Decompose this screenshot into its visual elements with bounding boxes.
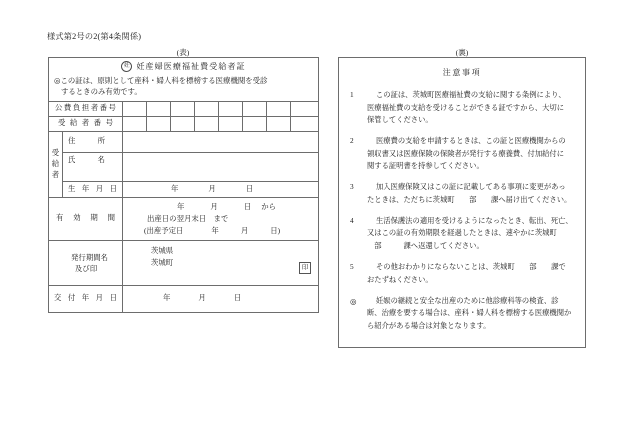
public-expense-number-label: 公 費 負 担 者 番 号	[55, 103, 116, 113]
note-item-3	[350, 181, 574, 206]
birthdate-label-cell	[63, 181, 123, 197]
note-1-line-2: 医療福祉費の支給を受けることができる証ですから、大切に	[367, 102, 565, 112]
note-body-5	[367, 261, 574, 286]
validity-due-date-line	[131, 225, 312, 237]
note-5-line-1: その他おわかりにならないことは、茨城町 部 課で	[376, 262, 566, 272]
note-body-2	[367, 135, 574, 173]
note-3-line-1: 加入医療保険又はこの証に記載してある事項に変更があっ	[376, 182, 566, 192]
validity-due-prefix: (出産予定日	[144, 225, 184, 235]
note-number-4: 4	[350, 215, 354, 225]
address-label: 住 所	[63, 131, 123, 152]
public-expense-digit-3[interactable]	[171, 101, 195, 116]
issuer-row	[49, 240, 319, 285]
validity-from-month: 月	[210, 202, 218, 212]
maternity-seal-icon: 妊	[121, 61, 132, 72]
note-line-2: するときのみ有効です。	[61, 86, 142, 96]
note-item-4	[350, 215, 574, 253]
certificate-header-row	[49, 58, 319, 102]
issuer-prefecture: 茨城県	[151, 245, 174, 255]
issue-date-day-unit: 日	[233, 293, 242, 303]
birthdate-year-unit: 年	[171, 183, 179, 193]
note-item-supplementary	[350, 295, 574, 333]
issuer-label-cell	[49, 240, 123, 285]
recipient-digit-5[interactable]	[219, 116, 243, 131]
back-side-caption: (裏)	[455, 48, 469, 57]
issue-date-value-field[interactable]	[123, 285, 319, 312]
validity-from-line	[131, 201, 312, 213]
public-expense-digit-2[interactable]	[147, 101, 171, 116]
note-1-line-1: この証は、茨城町医療福祉費の支給に関する条例により、	[376, 90, 566, 99]
note-body-supplementary	[367, 295, 574, 333]
note-number-1: 1	[350, 90, 354, 99]
note-2-line-1: 医療費の支給を申請するときは、この証と医療機関からの	[376, 136, 566, 146]
recipient-digit-7[interactable]	[267, 116, 291, 131]
note-3-line-2: たときは、ただちに茨城町 部 課へ届け出てください。	[367, 194, 572, 204]
issue-date-row	[49, 285, 319, 312]
public-expense-digit-5[interactable]	[219, 101, 243, 116]
front-side-caption: (表)	[176, 48, 190, 57]
recipient-vertical-char-1: 受	[51, 148, 60, 158]
issuer-label-line-1: 発 行 期 間 名	[71, 252, 109, 262]
issuer-town: 茨城町	[151, 258, 174, 268]
validity-from-day: 日	[243, 202, 252, 212]
form-number: 様式第2号の2(第4条関係)	[47, 32, 142, 41]
note-2-line-3: 関する証明書を持参してください。	[367, 161, 484, 171]
birthdate-date-units	[123, 184, 318, 195]
issuer-value-field[interactable]	[123, 240, 319, 285]
validity-from-suffix: から	[261, 202, 277, 212]
certificate-back-panel	[338, 57, 586, 348]
public-expense-digit-8[interactable]	[291, 101, 319, 116]
note-body-3	[367, 181, 574, 206]
public-expense-number-row	[49, 101, 319, 116]
recipient-birthdate-row	[49, 181, 319, 197]
public-expense-digit-4[interactable]	[195, 101, 219, 116]
certificate-usage-note	[53, 75, 314, 97]
name-label: 氏 名	[63, 152, 123, 181]
certificate-front-table	[48, 57, 319, 313]
certificate-header-cell	[49, 58, 319, 102]
validity-label: 有 効 期 間	[56, 213, 115, 223]
official-stamp-icon: 印	[299, 262, 311, 274]
note-4-line-2: 又はこの証の有効期限を経過したときは、速やかに茨城町	[367, 228, 557, 238]
name-value-field[interactable]	[123, 152, 319, 181]
note-line-1: この証は、原則として産科・婦人科を標榜する医療機関を受診	[60, 75, 268, 85]
note-body-1	[367, 89, 574, 127]
validity-value-field[interactable]	[123, 197, 319, 240]
note-number-3: 3	[350, 182, 354, 192]
note-mark-icon: ◎	[54, 75, 61, 85]
birthdate-value-field[interactable]	[123, 181, 319, 197]
issue-date-units	[123, 293, 318, 304]
recipient-address-row	[49, 131, 319, 152]
recipient-name-row	[49, 152, 319, 181]
note-1-line-3: 保管してください。	[367, 115, 433, 125]
note-item-2	[350, 135, 574, 173]
recipient-vertical-char-2: 給	[51, 158, 60, 168]
recipient-number-label: 受 給 者 番 号	[58, 118, 113, 128]
issue-date-label-cell	[49, 285, 123, 312]
validity-until-line: 出産日の翌月末日 まで	[147, 213, 229, 223]
note-supplementary-mark-icon: ◎	[350, 296, 357, 306]
validity-due-year: 年	[211, 225, 219, 235]
certificate-title-row	[53, 61, 314, 73]
validity-period-row	[49, 197, 319, 240]
note-body-4	[367, 215, 574, 253]
validity-due-suffix: 日)	[270, 225, 281, 235]
recipient-vertical-char-3: 者	[51, 169, 60, 179]
public-expense-number-label-cell	[49, 101, 123, 116]
issue-date-month-unit: 月	[198, 293, 206, 303]
note-number-5: 5	[350, 262, 354, 272]
note-number-2: 2	[350, 136, 354, 146]
recipient-digit-2[interactable]	[147, 116, 171, 131]
validity-content	[123, 198, 318, 240]
note-5-line-2: おたずねください。	[367, 274, 433, 284]
public-expense-digit-1[interactable]	[123, 101, 147, 116]
recipient-digit-3[interactable]	[171, 116, 195, 131]
note-supplementary-line-2: 断、治療を要する場合は、産科・婦人科を標榜する医療機関か	[367, 308, 572, 318]
birthdate-month-unit: 月	[208, 183, 216, 193]
note-4-line-1: 生活保護法の適用を受けるようになったとき、転出、死亡、	[376, 215, 573, 225]
note-4-line-3: 部 課へ返還してください。	[367, 240, 484, 250]
certificate-title: 妊産婦医療福祉費受給者証	[136, 62, 246, 71]
recipient-digit-4[interactable]	[195, 116, 219, 131]
validity-due-month: 月	[240, 225, 249, 235]
issuer-label-line-2: 及 び 印	[75, 263, 98, 273]
issue-date-year-unit: 年	[163, 293, 171, 303]
validity-label-cell	[49, 197, 123, 240]
address-value-field[interactable]	[123, 131, 319, 152]
issuer-content	[123, 241, 318, 285]
birthdate-day-unit: 日	[245, 183, 254, 193]
note-item-5	[350, 261, 574, 286]
public-expense-digit-7[interactable]	[267, 101, 291, 116]
notes-heading: 注意事項	[442, 68, 482, 77]
recipient-vertical-label	[49, 131, 63, 197]
recipient-digit-6[interactable]	[243, 116, 267, 131]
recipient-digit-1[interactable]	[123, 116, 147, 131]
recipient-number-row	[49, 116, 319, 131]
public-expense-digit-6[interactable]	[243, 101, 267, 116]
note-2-line-2: 領収書又は医療保険の保険者が発行する療養費、付加給付に	[367, 148, 565, 158]
issue-date-label: 交 付 年 月 日	[54, 293, 117, 303]
birthdate-label: 生 年 月 日	[68, 183, 117, 193]
issuer-label	[49, 252, 122, 274]
note-item-1	[350, 89, 574, 127]
note-supplementary-line-3: ら紹介がある場合は対象となります。	[367, 320, 491, 330]
note-supplementary-line-1: 妊娠の継続と安全な出産のために他診療科等の検査、診	[376, 295, 559, 305]
validity-from-year: 年	[177, 202, 185, 212]
recipient-digit-8[interactable]	[291, 116, 319, 131]
recipient-number-label-cell	[49, 116, 123, 131]
